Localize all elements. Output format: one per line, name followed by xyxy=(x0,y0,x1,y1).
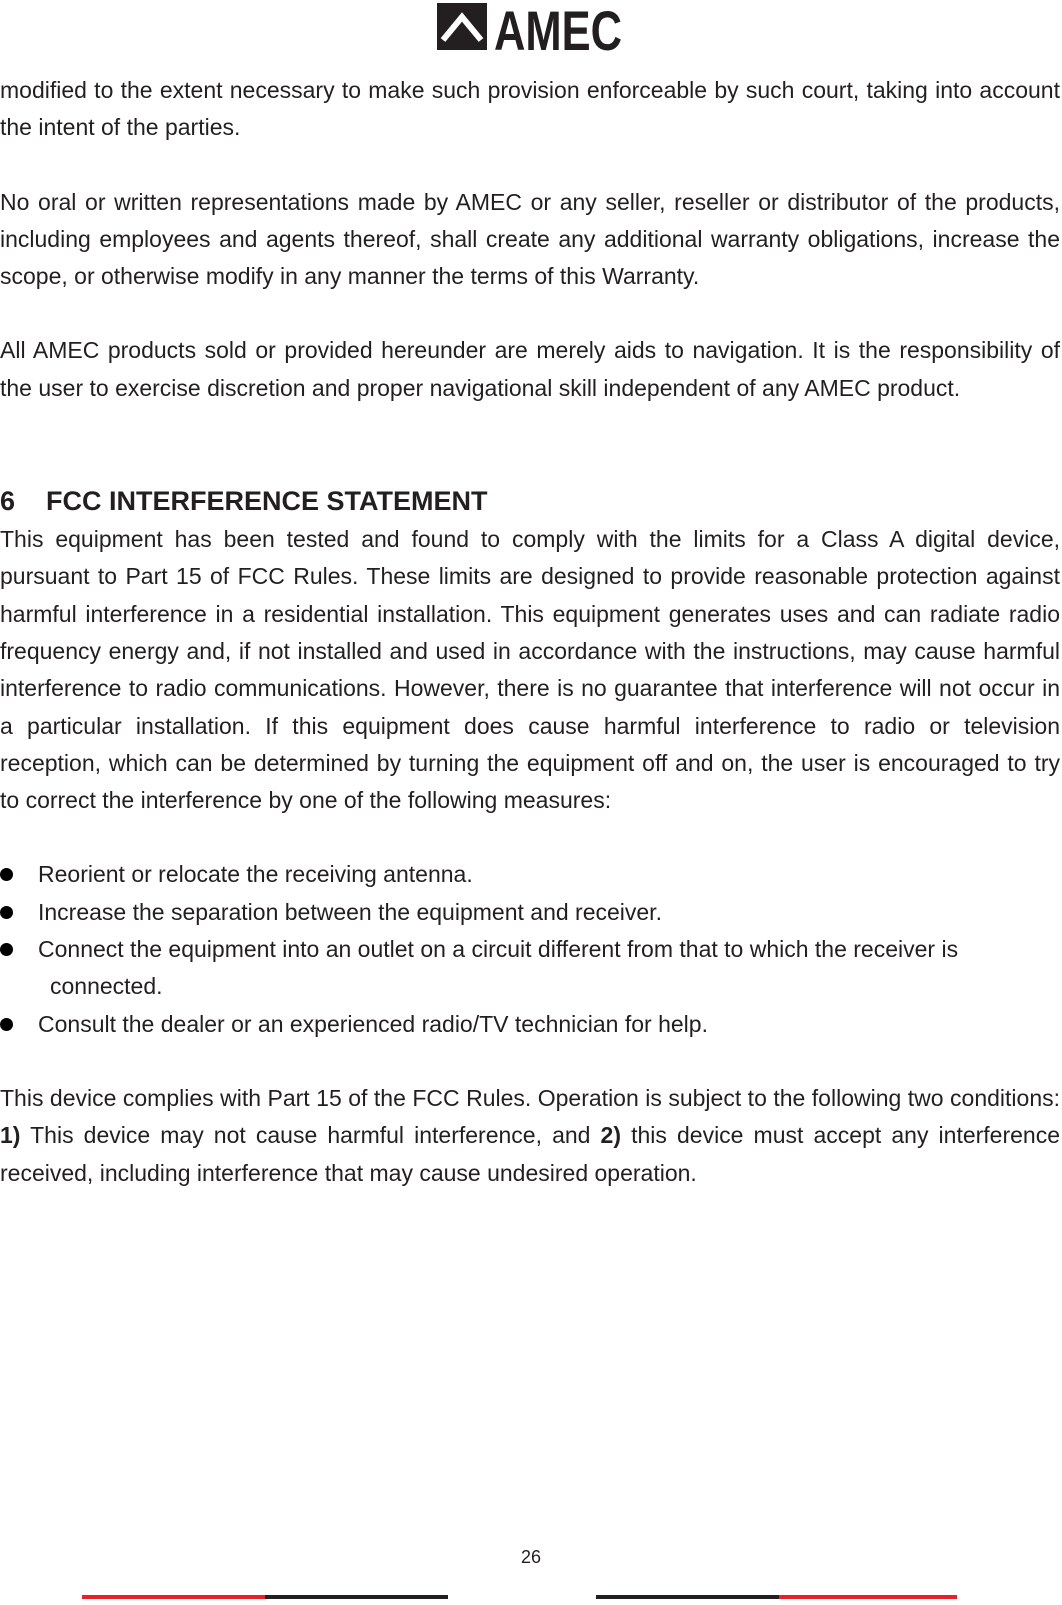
page-number: 26 xyxy=(520,1547,542,1567)
list-item: Reorient or relocate the receiving antenna. xyxy=(0,856,1060,893)
paragraph-fcc-statement: This equipment has been tested and found to comply with the limits for a Class A digital device, pursuant to Part 15 of FCC Rules. These limits are designed to provide reasonable protection against harmful interference in a residential installation. This equipment generates uses and can radiate radio frequency energy and, if not installed and used in accordance with the instructions, may cause harmful interference to radio communications. However, there is no guarantee that interference will not occur in a particular installation. If this equipment does cause harmful interference to radio or television reception, which can be determined by turning the equipment off and on, the user is encouraged to try to correct the interference by one of the following measures: xyxy=(0,526,1060,814)
footer-rule-red-right xyxy=(779,1595,957,1599)
footer-rule-red-left xyxy=(82,1595,265,1599)
paragraph-representations: No oral or written representations made by AMEC or any seller, reseller or distributor of the products, including employees and agents thereof, shall create any additional warranty obligations, increase the scope, or otherwise modify in any manner the terms of this Warranty. xyxy=(0,188,1060,290)
list-item-continuation: connected. xyxy=(50,973,163,1000)
section-heading xyxy=(0,481,1060,521)
list-item: Connect the equipment into an outlet on a circuit different from that to which the receiver is connected. xyxy=(0,931,1060,1006)
document-body xyxy=(0,72,1060,1192)
page-footer xyxy=(0,1535,1062,1605)
bullet-icon xyxy=(0,906,13,919)
amec-logo xyxy=(437,0,627,62)
footer-rule-black-right xyxy=(596,1595,779,1599)
list-item: Consult the dealer or an experienced radio/TV technician for help. xyxy=(0,1006,1060,1043)
bullet-icon xyxy=(0,943,13,956)
section-title: FCC INTERFERENCE STATEMENT xyxy=(46,486,488,517)
paragraph-severability: modified to the extent necessary to make such provision enforceable by such court, taking into account the intent of the parties. xyxy=(0,77,1060,141)
bullet-icon xyxy=(0,1018,13,1031)
paragraph-fcc-conditions: This device complies with Part 15 of the FCC Rules. Operation is subject to the following two conditions: 1) This device may not cause harmful interference, and 2) this device must accept any interference received, including interference that may cause undesired operation. xyxy=(0,1084,1060,1186)
section-number: 6 xyxy=(0,486,16,517)
measures-list xyxy=(0,856,1060,1042)
footer-rule-black-left xyxy=(265,1595,448,1599)
logo-wordmark: AMEC xyxy=(494,0,622,62)
bullet-icon xyxy=(0,868,13,881)
list-item: Increase the separation between the equipment and receiver. xyxy=(0,894,1060,931)
paragraph-navigation-aids: All AMEC products sold or provided hereunder are merely aids to navigation. It is the responsibility of the user to exercise discretion and proper navigational skill independent of any AMEC product. xyxy=(0,337,1060,401)
